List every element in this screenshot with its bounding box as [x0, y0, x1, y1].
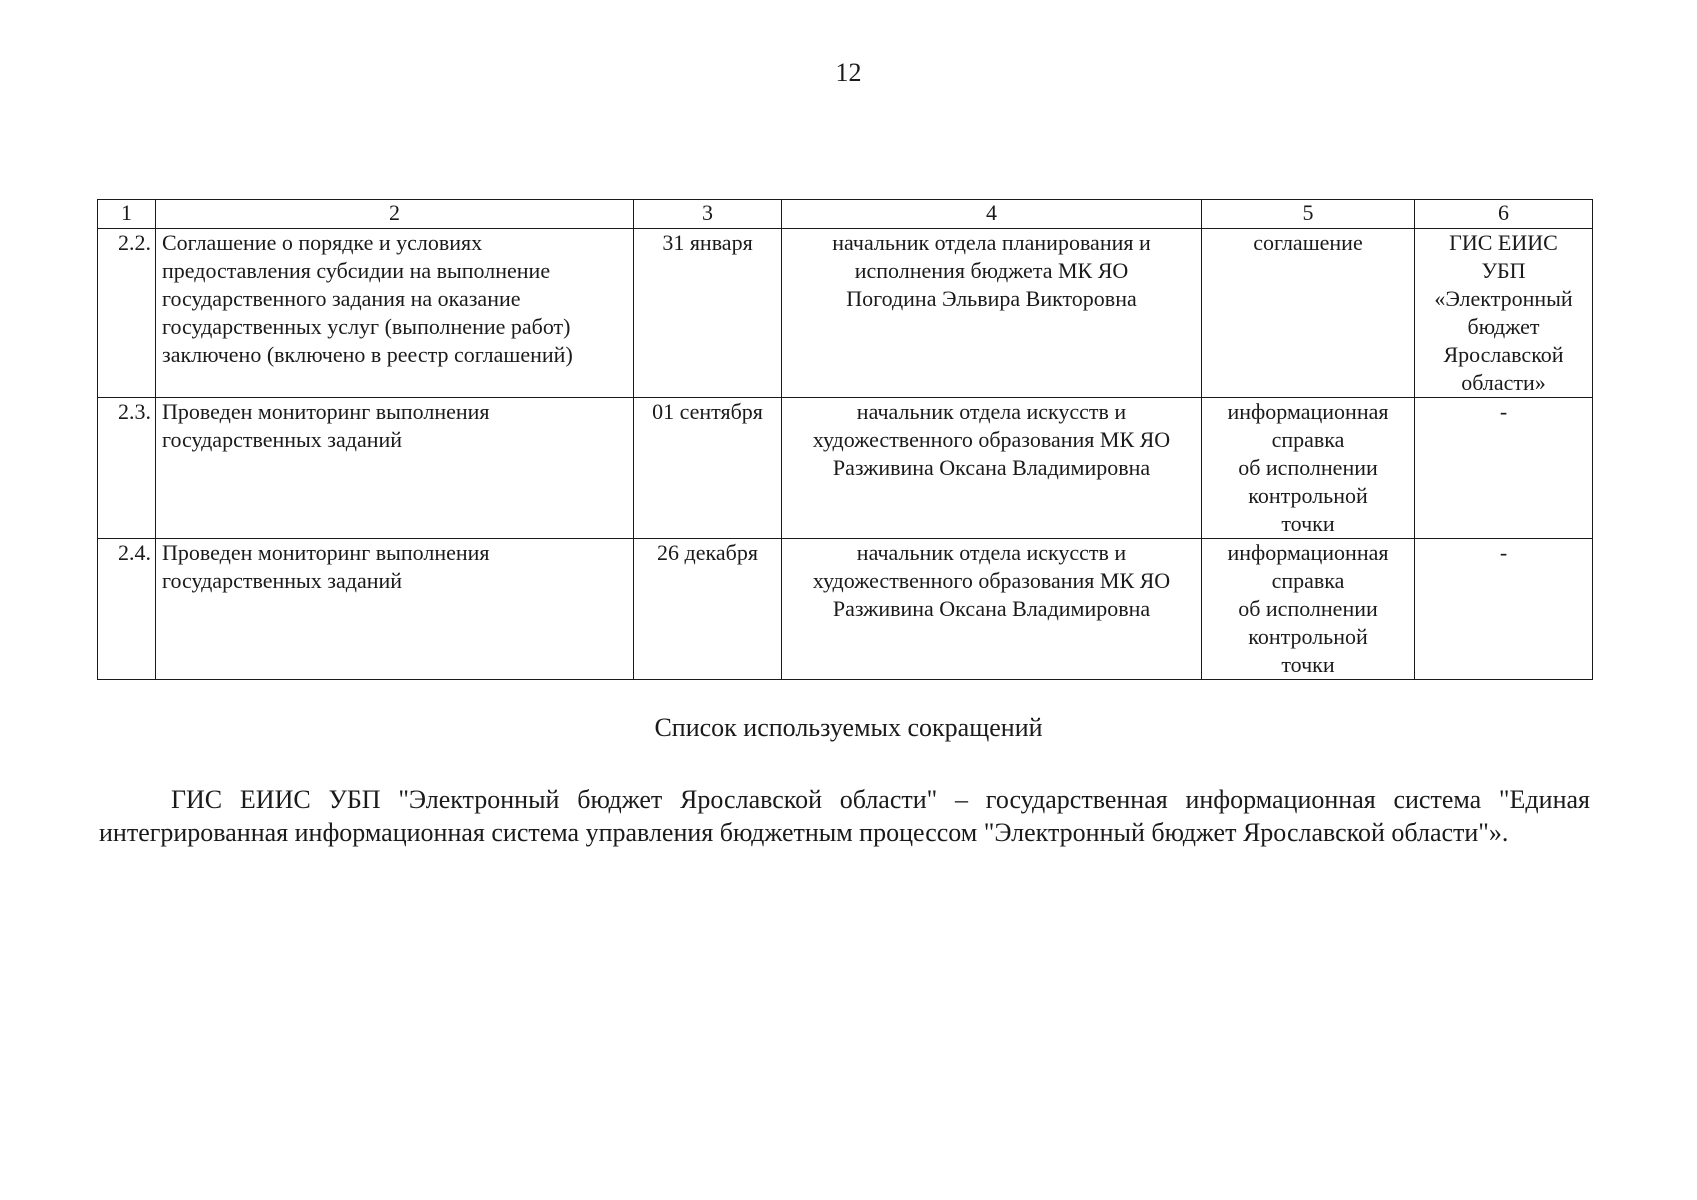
plan-table: [97, 199, 1593, 680]
table-row: [98, 229, 1593, 398]
document-type: [1202, 398, 1415, 539]
system-line: ГИС ЕИИС: [1449, 230, 1558, 255]
responsible-person: [782, 229, 1202, 398]
responsible-line: начальник отдела искусств и: [856, 399, 1127, 424]
responsible-person: [782, 398, 1202, 539]
table-row: [98, 398, 1593, 539]
information-system: [1415, 398, 1593, 539]
system-line: -: [1499, 399, 1508, 424]
table-header-row: [98, 200, 1593, 229]
header-cell-3: 3: [634, 200, 782, 229]
system-line: УБП: [1481, 258, 1526, 283]
document-line: точки: [1281, 511, 1335, 536]
header-cell-2: 2: [156, 200, 634, 229]
header-cell-1: 1: [98, 200, 156, 229]
system-line: «Электронный: [1434, 286, 1573, 311]
deadline-date: 26 декабря: [634, 539, 782, 680]
deadline-date: 01 сентября: [634, 398, 782, 539]
responsible-line: исполнения бюджета МК ЯО: [854, 258, 1129, 283]
responsible-line: Разживина Оксана Владимировна: [832, 596, 1151, 621]
document-line: информационная: [1227, 540, 1389, 565]
event-name: Проведен мониторинг выполнения государственных заданий: [156, 539, 634, 680]
document-line: информационная: [1227, 399, 1389, 424]
header-cell-6: 6: [1415, 200, 1593, 229]
responsible-line: начальник отдела планирования и: [832, 230, 1151, 255]
document-line: об исполнении: [1238, 455, 1378, 480]
row-number: 2.2.: [98, 229, 156, 398]
system-line: Ярославской: [1443, 342, 1564, 367]
responsible-line: Погодина Эльвира Викторовна: [846, 286, 1137, 311]
event-name: Соглашение о порядке и условиях предоставления субсидии на выполнение государственного задания на оказание государственных услуг (выполнение работ) заключено (включено в реестр соглашений): [156, 229, 634, 398]
document-line: справка: [1271, 568, 1345, 593]
row-number: 2.4.: [98, 539, 156, 680]
document-type: [1202, 539, 1415, 680]
information-system: [1415, 229, 1593, 398]
row-number: 2.3.: [98, 398, 156, 539]
document-line: соглашение: [1253, 230, 1363, 255]
header-cell-5: 5: [1202, 200, 1415, 229]
system-line: -: [1499, 540, 1508, 565]
document-line: контрольной: [1248, 624, 1368, 649]
responsible-line: Разживина Оксана Владимировна: [832, 455, 1151, 480]
system-line: бюджет: [1467, 314, 1540, 339]
page-number: 12: [835, 58, 862, 87]
document-line: контрольной: [1248, 483, 1368, 508]
responsible-line: художественного образования МК ЯО: [812, 427, 1171, 452]
abbreviations-heading: Список используемых сокращений: [654, 713, 1043, 742]
responsible-line: художественного образования МК ЯО: [812, 568, 1171, 593]
header-cell-4: 4: [782, 200, 1202, 229]
document-line: справка: [1271, 427, 1345, 452]
responsible-line: начальник отдела искусств и: [856, 540, 1127, 565]
information-system: [1415, 539, 1593, 680]
responsible-person: [782, 539, 1202, 680]
deadline-date: 31 января: [634, 229, 782, 398]
document-line: точки: [1281, 652, 1335, 677]
document-type: [1202, 229, 1415, 398]
event-name: Проведен мониторинг выполнения государственных заданий: [156, 398, 634, 539]
table-row: [98, 539, 1593, 680]
document-line: об исполнении: [1238, 596, 1378, 621]
system-line: области»: [1461, 370, 1546, 395]
abbreviations-text: ГИС ЕИИС УБП "Электронный бюджет Ярославской области" – государственная информационная система "Единая интегрированная информационная система управления бюджетным процессом "Электронный бюджет Ярославской области"».: [99, 785, 1590, 847]
